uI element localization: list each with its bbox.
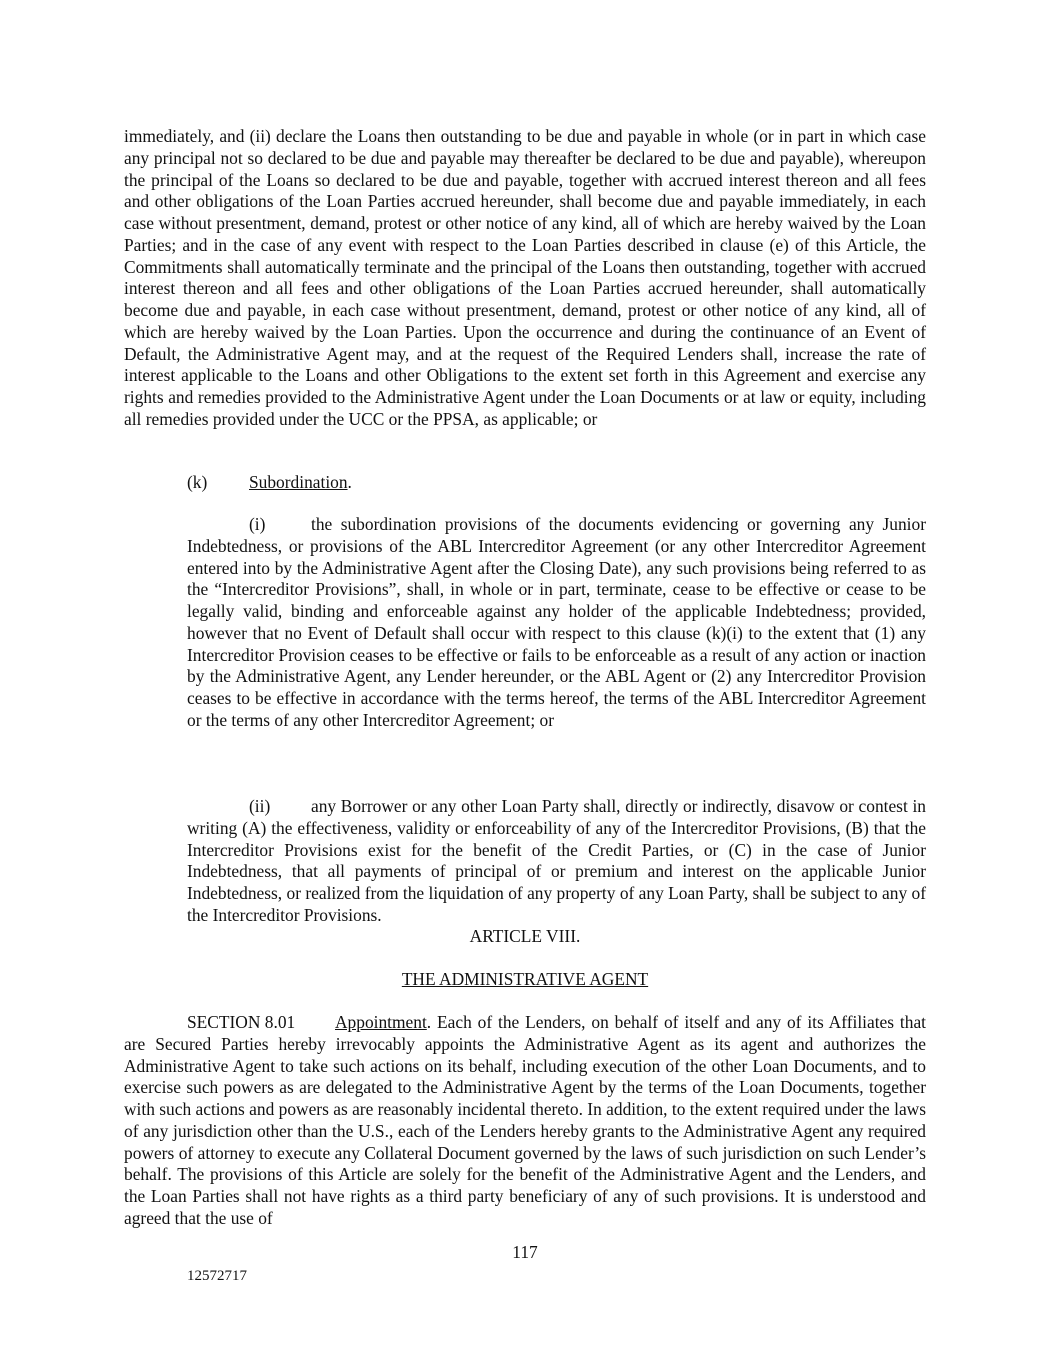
clause-k-title-suffix: .	[347, 472, 352, 492]
section-8-01-label: SECTION 8.01	[187, 1012, 296, 1032]
clause-k-ii-label: (ii)	[249, 796, 271, 816]
section-8-01-heading: Appointment	[335, 1012, 427, 1032]
clause-k-label: (k)	[187, 472, 208, 492]
section-8-01-text: . Each of the Lenders, on behalf of itself and any of its Affiliates that are Secured Parties hereby irrevocably appoints the Administrative Agent as its agent and authorizes the Administrative Agent to take such actions on its behalf, including execution of the other Loan Documents, and to exercise such powers as are delegated to the Administrative Agent by the terms of the Loan Documents, together with such actions and powers as are reasonably incidental thereto. In addition, to the extent required under the laws of any jurisdiction other than the U.S., each of the Lenders hereby grants to the Administrative Agent any required powers of attorney to execute any Collateral Document governed by the laws of such jurisdiction on such Lender’s behalf. The provisions of this Article are solely for the benefit of the Administrative Agent and the Lenders, and the Loan Parties shall not have rights as a third party beneficiary of any of such provisions. It is understood and agreed that the use of	[124, 1012, 926, 1228]
clause-k-title: Subordination	[249, 472, 348, 492]
clause-k-i	[187, 514, 926, 732]
section-8-01	[124, 1012, 926, 1230]
document-id: 12572717	[187, 1268, 247, 1284]
page-number: 117	[512, 1242, 538, 1262]
clause-k-i-text: the subordination provisions of the documents evidencing or governing any Junior Indebtedness, or provisions of the ABL Intercreditor Agreement (or any other Intercreditor Agreement entered into by the Administrative Agent after the Closing Date), any such provisions being referred to as the “Intercreditor Provisions”, shall, in whole or in part, terminate, cease to be effective or cease to be legally valid, binding and enforceable against any holder of the applicable Indebtedness; provided, however that no Event of Default shall occur with respect to this clause (k)(i) to the extent that (1) any Intercreditor Provision ceases to be effective or fails to be enforceable as a result of any action or inaction by the Administrative Agent, any Lender hereunder, or the ABL Agent or (2) any Intercreditor Provision ceases to be effective in accordance with the terms hereof, the terms of the ABL Intercreditor Agreement or the terms of any other Intercreditor Agreement; or	[187, 514, 926, 730]
clause-k-i-label: (i)	[249, 514, 266, 534]
article-number: ARTICLE VIII.	[469, 926, 581, 946]
clause-k-heading	[187, 472, 926, 494]
clause-k-ii-text: any Borrower or any other Loan Party shall, directly or indirectly, disavow or contest in writing (A) the effectiveness, validity or enforceability of any of the Intercreditor Provisions, (B) that the Intercreditor Provisions exist for the benefit of the Credit Parties, or (C) in the case of Junior Indebtedness, that all payments of principal of or premium and interest on the applicable Junior Indebtedness, or realized from the liquidation of any property of any Loan Party, shall be subject to any of the Intercreditor Provisions.	[187, 796, 926, 925]
continuation-paragraph-text: immediately, and (ii) declare the Loans then outstanding to be due and payable in whole (or in part in which case any principal not so declared to be due and payable may thereafter be declared to be due and payable), whereupon the principal of the Loans so declared to be due and payable, together with accrued interest thereon and all fees and other obligations of the Loan Parties accrued hereunder, shall become due and payable immediately, in each case without presentment, demand, protest or other notice of any kind, all of which are hereby waived by the Loan Parties; and in the case of any event with respect to the Loan Parties described in clause (e) of this Article, the Commitments shall automatically terminate and the principal of the Loans then outstanding, together with accrued interest thereon and all fees and other obligations of the Loan Parties accrued hereunder, shall automatically become due and payable, in each case without presentment, demand, protest or other notice of any kind, all of which are hereby waived by the Loan Parties. Upon the occurrence and during the continuance of an Event of Default, the Administrative Agent may, and at the request of the Required Lenders shall, increase the rate of interest applicable to the Loans and other Obligations to the extent set forth in this Agreement and exercise any rights and remedies provided to the Administrative Agent under the Loan Documents or at law or equity, including all remedies provided under the UCC or the PPSA, as applicable; or	[124, 126, 926, 429]
article-title	[124, 969, 926, 991]
article-title-text: THE ADMINISTRATIVE AGENT	[401, 969, 649, 989]
continuation-paragraph	[124, 126, 926, 431]
clause-k-ii	[187, 796, 926, 927]
